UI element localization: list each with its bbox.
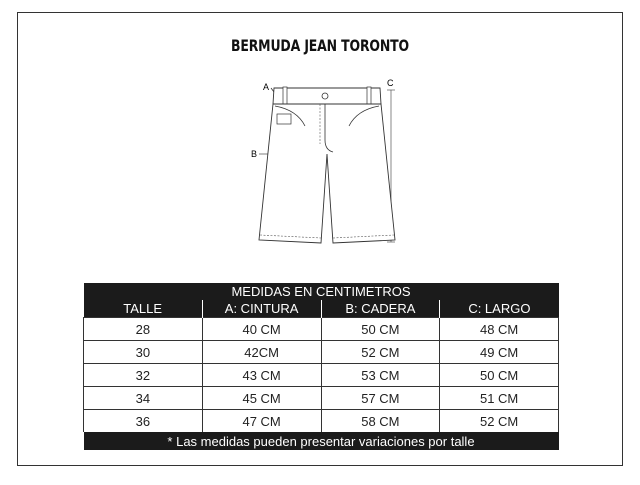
cell-cintura: 40 CM xyxy=(202,318,321,341)
cell-talle: 32 xyxy=(84,364,203,387)
belt-loop xyxy=(283,87,287,105)
page-title: BERMUDA JEAN TORONTO xyxy=(231,36,409,55)
cell-talle: 36 xyxy=(84,410,203,433)
cell-talle: 34 xyxy=(84,387,203,410)
col-header-talle: TALLE xyxy=(84,300,203,318)
table-row xyxy=(84,410,559,433)
table-row xyxy=(84,318,559,341)
table-header-row xyxy=(84,300,559,318)
belt-loop xyxy=(367,87,371,105)
col-header-largo: C: LARGO xyxy=(440,300,559,318)
cell-cintura: 43 CM xyxy=(202,364,321,387)
cell-largo: 51 CM xyxy=(440,387,559,410)
cell-talle: 30 xyxy=(84,341,203,364)
table-row xyxy=(84,341,559,364)
table-caption: MEDIDAS EN CENTIMETROS xyxy=(84,283,559,300)
table-row xyxy=(84,387,559,410)
cell-largo: 48 CM xyxy=(440,318,559,341)
cell-largo: 49 CM xyxy=(440,341,559,364)
cell-cadera: 58 CM xyxy=(321,410,440,433)
cell-talle: 28 xyxy=(84,318,203,341)
cell-cadera: 50 CM xyxy=(321,318,440,341)
table-row xyxy=(84,364,559,387)
cell-largo: 50 CM xyxy=(440,364,559,387)
label-b: B xyxy=(251,149,258,159)
table-footnote: * Las medidas pueden presentar variaciones por talle xyxy=(84,432,559,450)
cell-cintura: 45 CM xyxy=(202,387,321,410)
coin-pocket xyxy=(277,114,291,124)
shorts-body xyxy=(259,104,395,243)
col-header-cintura: A: CINTURA xyxy=(202,300,321,318)
cell-cintura: 42CM xyxy=(202,341,321,364)
col-header-cadera: B: CADERA xyxy=(321,300,440,318)
shorts-diagram xyxy=(245,70,410,250)
label-c: C xyxy=(387,78,394,88)
label-a: A xyxy=(263,82,270,92)
cell-cintura: 47 CM xyxy=(202,410,321,433)
button-icon xyxy=(322,93,328,99)
cell-cadera: 57 CM xyxy=(321,387,440,410)
size-table xyxy=(83,283,559,450)
cell-cadera: 53 CM xyxy=(321,364,440,387)
cell-cadera: 52 CM xyxy=(321,341,440,364)
cell-largo: 52 CM xyxy=(440,410,559,433)
